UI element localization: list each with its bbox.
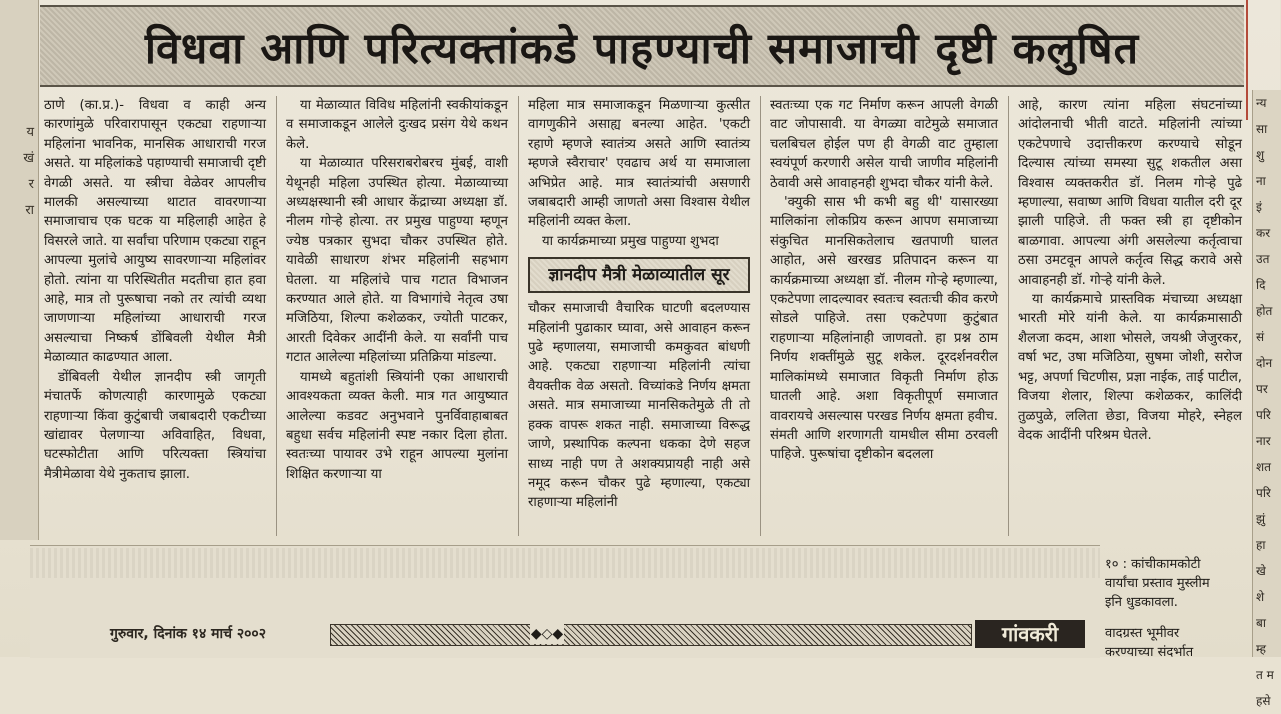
left-fragment: रा — [25, 203, 34, 218]
right-fragment: सं — [1256, 330, 1265, 344]
right-fragment: त म — [1256, 668, 1274, 682]
paragraph: या मेळाव्यात विविध महिलांनी स्वकीयांकडून व समाजाकडून आलेले दुःखद प्रसंग येथे कथन केले. — [286, 98, 508, 152]
paragraph: डोंबिवली येथील ज्ञानदीप स्त्री जागृती मंचातर्फे कोणत्याही कारणामुळे एकट्या राहणाऱ्या किंवा कुटुंबाची जबाबदारी एकटीच्या खांद्यावर पेलणाऱ्या अविवाहित, विधवा, घटस्फोटीता आणि परित्यक्ता स्त्रियांचा मैत्रीमेळावा येथे नुकताच झाला. — [44, 369, 266, 482]
right-fragment: ना — [1256, 174, 1266, 188]
right-fragment: न्य — [1256, 96, 1267, 110]
column-divider — [276, 96, 277, 536]
paragraph: महिला मात्र समाजाकडून मिळणाऱ्या कुत्सीत वागणुकीने असाह्य बनल्या आहेत. 'एकटी रहाणे म्हणजे स्वातंत्र्य असते आणि स्वातंत्र्य म्हणजे स्वैराचार' एवढाच अर्थ या समाजाला अभिप्रेत आहे. मात्र स्वातंत्र्यांची असणारी जबाबदारी आम्ही जाणतो असा विश्वास येथील महिलांनी व्यक्त केला. — [528, 98, 750, 230]
subheading: ज्ञानदीप मैत्री मेळाव्यातील सूर — [548, 265, 730, 286]
right-fragment: होत — [1256, 304, 1273, 318]
right-fragment: कर — [1256, 226, 1271, 240]
right-adjacent-column-fragment — [1252, 90, 1281, 708]
side-note-line: करण्याच्या संदर्भात — [1105, 645, 1194, 660]
subheading-box — [528, 257, 750, 293]
paragraph: ठाणे (का.प्र.)- विधवा व काही अन्य कारणांमुळे परिवारापासून एकट्या राहणाऱ्या महिलांना भावनिक, मानसिक आधाराची गरज असते. या महिलांकडे पहाण्याची समाजाची दृष्टी वेगळी असते. या स्त्रीचा वेळेवर आपलीच मालकी असल्याच्या थाटात वावरणाऱ्या समाजाचाच एक घटक या महिलाही आहेत हे विसरले जाते. या सर्वांचा परिणाम एकट्या राहून आपल्या मुलांचे आयुष्य सावरणाऱ्या महिलांवर होतो. त्यांना या परिस्थितीत मदतीचा हात हवा आहे, मात्र तो पुरूषाचा नको तर त्यांची व्यथा जाणणाऱ्या महिलांच्या आधाराची गरज असल्याचा निष्कर्ष डोंबिवली येथील मैत्री मेळाव्यात काढण्यात आला. — [44, 98, 266, 366]
left-fragment: खं — [23, 151, 34, 166]
headline-banner — [40, 5, 1244, 87]
right-fragment: नार — [1256, 434, 1271, 448]
side-note-line: वादग्रस्त भूमीवर — [1105, 626, 1180, 641]
paragraph: आहे, कारण त्यांना महिला संघटनांच्या आंदोलनाची भीती वाटते. महिलांनी त्यांच्या एकटेपणाचे उदात्तीकरण करण्याचे सोडून दिल्यास त्यांच्या समस्या सुटू शकतील असा विश्वास व्यक्तकरीत डॉ. निलम गोऱ्हे पुढे म्हणाल्या, सवाष्ण आणि विधवा यातील दरी दूर झाली पाहिजे. ती फक्त स्त्री हा दृष्टीकोन बाळगावा. आपल्या अंगी असलेल्या कर्तृत्वाचा ठसा उमटवून आपले कर्तृत्व सिद्ध करावे असे आवाहनही डॉ. गोऱ्हे यांनी केले. — [1018, 98, 1242, 288]
paragraph: चौकर समाजाची वैचारिक घाटणी बदलण्यास महिलांनी पुढाकार घ्यावा, असे आवाहन करून पुढे म्हणालया, समाजाची कमकुवत बांधणी आहे. एकट्या राहणाऱ्या महिलांनी त्यांचा वैयक्तीक वेळ असतो. विच्यांकडे निर्णय क्षमता असते. मात्र समाजाच्या मानसिकतेमुळे ती तो हक्क वापरू शकत नाही. समाजाच्या विरूद्ध जाणे, प्रस्थापिक कल्पना धकका देणे सहज साध्य नाही पण ते अशक्यप्रायही नाही असे नमूद करून चौकर पुढे म्हणाल्या, एकट्या राहणाऱ्या महिलांनी — [528, 301, 750, 511]
right-fragment: परि — [1256, 408, 1271, 422]
paragraph: स्वतःच्या एक गट निर्माण करून आपली वेगळी वाट जोपासावी. या वेगळ्या वाटेमुळे समाजात चलबिचल होईल पण ही वेगळी वाट तुम्हाला स्वयंपूर्ण करणारी असेल याची जाणीव महिलांनी ठेवावी असे आवाहनही शुभदा चौकर यांनी केले. — [770, 98, 998, 191]
side-note-line: वार्यांचा प्रस्ताव मुस्लीम — [1105, 576, 1210, 591]
right-fragment: उत — [1256, 252, 1270, 266]
right-fragment: इं — [1256, 200, 1262, 214]
right-fragment: बा — [1256, 616, 1266, 630]
article-column-1 — [44, 96, 266, 536]
headline: विधवा आणि परित्यक्तांकडे पाहण्याची समाजाची दृष्टी कलुषित — [144, 23, 1140, 74]
diamond-ornament-icon: ◆◇◆ — [530, 626, 564, 642]
article-column-4 — [770, 96, 998, 536]
article-column-5 — [1018, 96, 1242, 536]
right-fragment: परि — [1256, 486, 1271, 500]
right-fragment: हा — [1256, 538, 1266, 552]
right-fragment: शत — [1256, 460, 1272, 474]
article-column-3 — [528, 96, 750, 536]
paragraph: या कार्यक्रमाच्या प्रमुख पाहुण्या शुभदा — [542, 233, 719, 249]
adjacent-news-fragment — [1105, 555, 1250, 662]
left-fragment: र — [28, 177, 34, 192]
column-divider — [518, 96, 519, 536]
right-fragment: खे — [1256, 564, 1266, 578]
right-fragment: म्ह — [1256, 642, 1266, 656]
right-fragment: पर — [1256, 382, 1268, 396]
right-fragment: शे — [1256, 590, 1265, 604]
paragraph: 'क्युकी सास भी कभी बहु थी' यासारख्या मालिकांना लोकप्रिय करून आपण समाजाच्या संकुचित मानसिकतेलाच खतपाणी घालत आहोत, असे खरखड प्रतिपादन करून या कार्यक्रमाच्या अध्यक्षा डॉ. नीलम गोऱ्हे म्हणाल्या, एकटेपणा लादल्यावर स्वतःच स्वतःची कीव करणे सोडले पाहिजे. तसा एकटेपणा कुटुंबात राहणाऱ्या महिलांनाही जाणवतो. हा प्रश्न ठाम निर्णय शक्तींमुळे सुटू शकेल. दूरदर्शनवरील मालिकांमध्ये समाजात विकृती निर्माण होऊ घातली आहे. अशा विकृतीपूर्ण समाजात वावरायचे असल्यास परखड निर्णय क्षमता हवीच. संमती आणि शरणागती यामधील सीमा ठरवली पाहिजे. पुरूषांचा दृष्टीकोन बदलला — [770, 195, 998, 463]
paragraph: या कार्यक्रमाचे प्रास्तविक मंचाच्या अध्यक्षा भारती मोरे यांनी केले. या कार्यक्रमासाठी शैलजा कदम, आशा भोसले, जयश्री जेजुरकर, वर्षा भट, उषा मजिठिया, सुषमा जोशी, सरोज भट्ट, अपर्णा चिटणीस, प्रज्ञा नाईक, ताई पाटील, विजया शेलार, शिल्पा कशेळकर, कालिंदी तुळपुळे, ललिता छेडा, विजया मोहरे, स्नेहल वेदक आदींनी परिश्रम घेतले. — [1018, 292, 1242, 443]
column-divider — [1008, 96, 1009, 536]
right-fragment: सा — [1256, 122, 1268, 136]
paragraph: या मेळाव्यात परिसराबरोबरच मुंबई, वाशी येथूनही महिला उपस्थित होत्या. मेळाव्याच्या अध्यक्षस्थानी स्त्री आधार केंद्राच्या अध्यक्षा डॉ. नीलम गोऱ्हे होत्या. तर प्रमुख पाहुण्या म्हणून ज्येष्ठ पत्रकार सुभदा चौकर उपस्थित होते. यावेळी साधारण शंभर महिलांनी सहभाग घेतला. या महिलांचे पाच गटात विभाजन करण्यात आले होते. या विभागांचे नेतृत्व उषा मजिठिया, शिल्पा कशेळकर, ज्योती पाटकर, आरती दिवेकर आदींनी केले. या सर्वांनी पाच गटात आलेल्या महिलांच्या प्रतिक्रिया मांडल्या. — [286, 156, 508, 366]
footer-hatch-bar — [330, 624, 972, 646]
article-body — [44, 96, 1244, 536]
column-divider — [760, 96, 761, 536]
red-margin-line — [1246, 0, 1248, 120]
right-fragment: दि — [1256, 278, 1266, 292]
footer-texture — [30, 548, 1100, 578]
left-fragment: य — [26, 125, 34, 140]
right-fragment: झुं — [1256, 512, 1266, 526]
right-fragment: दोन — [1256, 356, 1273, 370]
article-column-2 — [286, 96, 508, 536]
side-note-line: इनि धुडकावला. — [1105, 595, 1178, 610]
side-note-line: १० : कांचीकामकोटी — [1105, 557, 1201, 572]
right-fragment: हसे — [1256, 694, 1271, 708]
newspaper-masthead: गांवकरी — [975, 620, 1085, 648]
paragraph: यामध्ये बहुतांशी स्त्रियांनी एका आधाराची आवश्यकता व्यक्त केली. मात्र गत आयुष्यात आलेल्या कडवट अनुभवाने पुनर्विवाहाबाबत बहुधा सर्वच महिलांनी स्पष्ट नकार दिला होता. स्वतःच्या पायावर उभे राहून आपल्या मुलांना शिक्षित करणाऱ्या या — [286, 369, 508, 482]
right-fragment: शु — [1256, 148, 1265, 162]
dateline: गुरुवार, दिनांक १४ मार्च २००२ — [110, 626, 266, 642]
left-adjacent-column-fragment — [0, 0, 39, 540]
